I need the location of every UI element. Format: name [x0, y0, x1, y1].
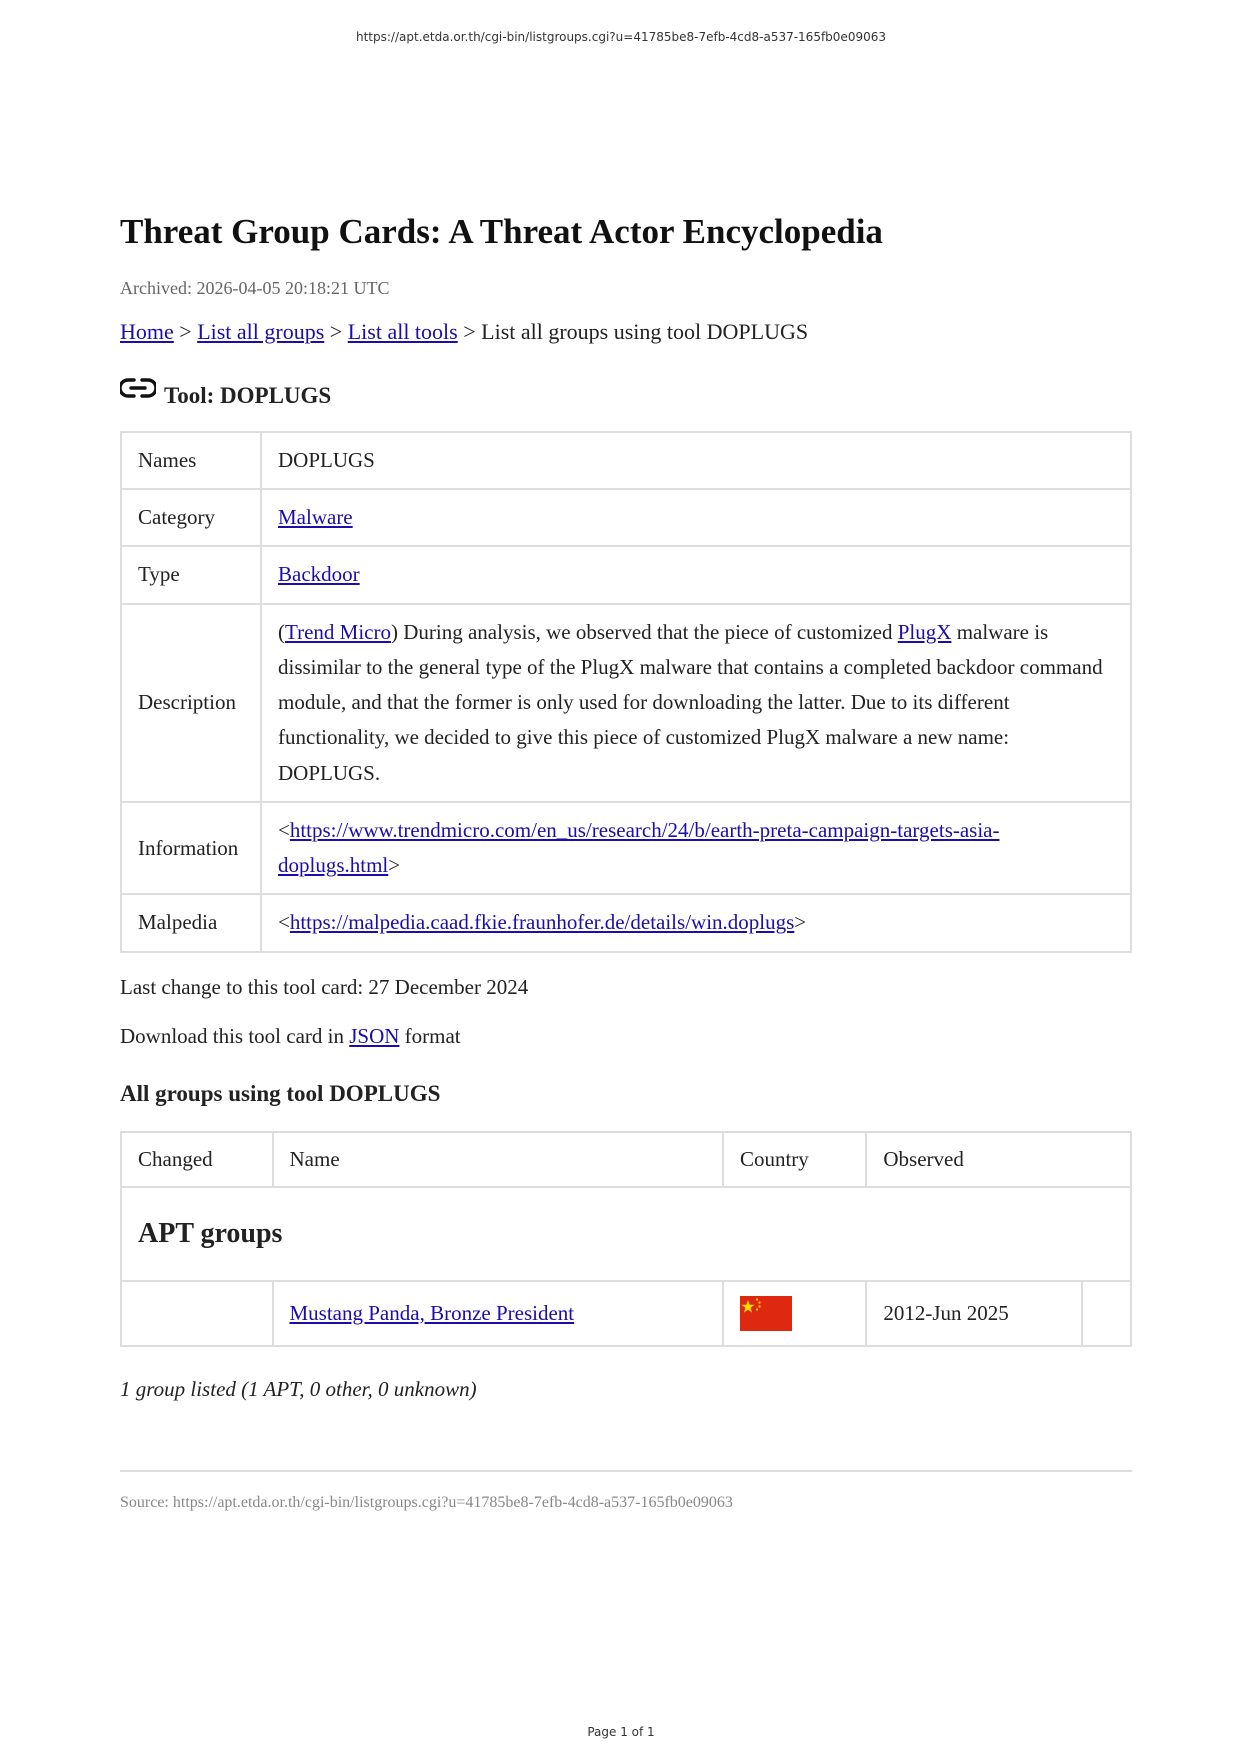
breadcrumb-list-groups-link[interactable]: List all groups [197, 318, 325, 344]
page-title: Threat Group Cards: A Threat Actor Encyclopedia [120, 212, 883, 251]
breadcrumb-current: List all groups using tool DOPLUGS [481, 318, 809, 344]
china-flag-icon [740, 1296, 792, 1331]
table-row [121, 894, 1131, 951]
groups-summary: 1 group listed (1 APT, 0 other, 0 unknown) [120, 1376, 477, 1401]
malpedia-label: Malpedia [121, 894, 261, 951]
observed-cell: 2012-Jun 2025 [866, 1281, 1082, 1346]
table-row [121, 604, 1131, 802]
category-cell [261, 489, 1131, 546]
angle-open: < [278, 817, 290, 842]
information-label: Information [121, 802, 261, 895]
names-label: Names [121, 432, 261, 489]
table-header-row [121, 1132, 1131, 1187]
extra-cell [1082, 1281, 1131, 1346]
breadcrumb-home-link[interactable]: Home [120, 318, 174, 344]
archived-timestamp: Archived: 2026-04-05 20:18:21 UTC [120, 277, 390, 298]
table-row [121, 802, 1131, 895]
json-download-link[interactable]: JSON [349, 1023, 400, 1048]
plugx-link[interactable]: PlugX [897, 619, 952, 644]
divider [120, 1470, 1132, 1472]
section-row [121, 1187, 1131, 1281]
table-row [121, 546, 1131, 603]
breadcrumb [120, 319, 1132, 345]
angle-open: < [278, 910, 290, 935]
malpedia-link[interactable]: https://malpedia.caad.fkie.fraunhofer.de/details/win.doplugs [289, 910, 795, 935]
description-open-paren: ( [278, 619, 285, 644]
breadcrumb-list-tools-link[interactable]: List all tools [347, 318, 458, 344]
changed-cell [121, 1281, 273, 1346]
description-cell [261, 604, 1131, 802]
table-row [121, 1281, 1131, 1346]
tool-info-table [120, 431, 1132, 953]
breadcrumb-separator: > [179, 318, 192, 344]
main-content [120, 210, 1132, 1512]
apt-groups-section-title: APT groups [121, 1187, 1131, 1281]
description-text: ) During analysis, we observed that the piece of customized [390, 619, 898, 644]
category-label: Category [121, 489, 261, 546]
information-link[interactable]: https://www.trendmicro.com/en_us/research/24/b/earth-preta-campaign-targets-asia-doplugs.html [278, 817, 1000, 878]
groups-table [120, 1131, 1132, 1347]
information-cell [261, 802, 1131, 895]
tool-heading-text: Tool: DOPLUGS [164, 382, 332, 408]
category-link[interactable]: Malware [278, 505, 353, 530]
type-link[interactable]: Backdoor [278, 562, 360, 587]
description-text: malware is dissimilar to the general type of the PlugX malware that contains a completed backdoor command module, and that the former is only used for downloading the latter. Due to its different functionality, we decided to give this piece of customized PlugX malware a new name: DOPLUGS. [278, 619, 1103, 785]
last-change: Last change to this tool card: 27 December 2024 [120, 974, 529, 999]
group-link[interactable]: Mustang Panda, Bronze President [289, 1300, 575, 1325]
source-line: Source: https://apt.etda.or.th/cgi-bin/listgroups.cgi?u=41785be8-7efb-4cd8-a537-165fb0e09063 [120, 1493, 733, 1511]
column-header-observed: Observed [866, 1132, 1131, 1187]
page-url-header: https://apt.etda.or.th/cgi-bin/listgroups.cgi?u=41785be8-7efb-4cd8-a537-165fb0e09063 [356, 30, 886, 44]
column-header-name: Name [273, 1132, 723, 1187]
table-row [121, 432, 1131, 489]
angle-close: > [388, 853, 401, 878]
name-cell [273, 1281, 723, 1346]
page-footer: Page 1 of 1 [587, 1725, 655, 1739]
country-cell [723, 1281, 866, 1346]
names-value: DOPLUGS [261, 432, 1131, 489]
download-prefix: Download this tool card in [120, 1023, 350, 1048]
type-cell [261, 546, 1131, 603]
malpedia-cell [261, 894, 1131, 951]
breadcrumb-separator: > [463, 318, 476, 344]
download-line [120, 1024, 1132, 1049]
link-icon [120, 375, 156, 401]
trend-micro-link[interactable]: Trend Micro [285, 619, 391, 644]
column-header-changed: Changed [121, 1132, 273, 1187]
type-label: Type [121, 546, 261, 603]
table-row [121, 489, 1131, 546]
description-label: Description [121, 604, 261, 802]
column-header-country: Country [723, 1132, 866, 1187]
tool-heading [120, 375, 1132, 409]
groups-heading: All groups using tool DOPLUGS [120, 1080, 441, 1106]
download-suffix: format [399, 1023, 461, 1048]
angle-close: > [794, 910, 807, 935]
breadcrumb-separator: > [329, 318, 343, 344]
